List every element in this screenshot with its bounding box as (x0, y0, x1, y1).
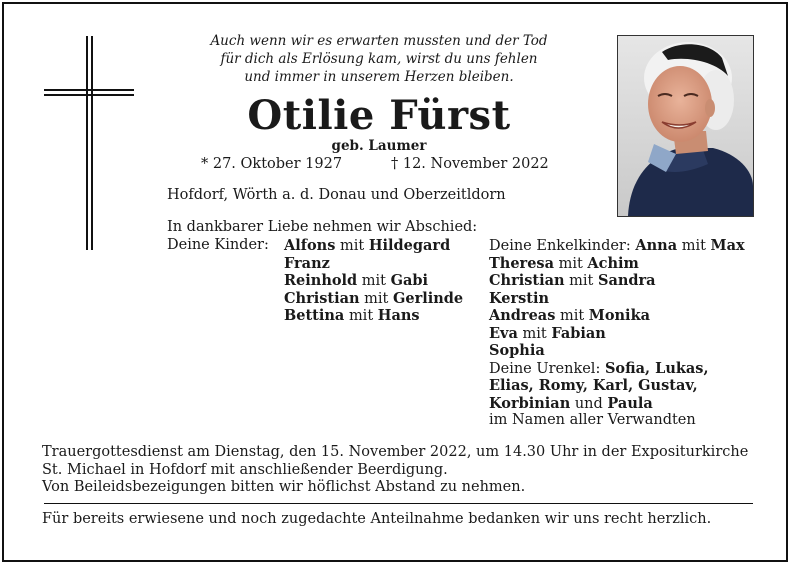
list-item: Deine Urenkel: Sofia, Lukas, (489, 359, 709, 377)
list-item: Sophia (489, 342, 545, 359)
list-item: Elias, Romy, Karl, Gustav, (489, 377, 698, 394)
memorial-quote (164, 32, 594, 86)
list-item: Reinhold mit Gabi (284, 272, 429, 289)
list-item: Kerstin (489, 289, 550, 307)
quote-line: für dich als Erlösung kam, wirst du uns fehlen (220, 51, 538, 67)
relatives-line: im Namen aller Verwandten (489, 412, 696, 428)
portrait-photo (617, 35, 754, 217)
divider (44, 503, 753, 504)
birth-name: geb. Laumer (331, 138, 427, 154)
grandchildren-label: Deine Enkelkinder: (489, 238, 631, 254)
list-item: Korbinian und Paula (489, 394, 653, 412)
farewell-line: In dankbarer Liebe nehmen wir Abschied: (167, 219, 478, 235)
quote-line: Auch wenn wir es erwarten mussten und der Tod (210, 33, 548, 49)
children-label: Deine Kinder: (167, 237, 269, 253)
list-item: Theresa mit Achim (489, 254, 639, 272)
list-item: Eva mit Fabian (489, 324, 606, 342)
list-item: Andreas mit Monika (489, 307, 651, 324)
list-item: Christian mit Gerlinde (284, 289, 464, 307)
obituary-notice (2, 2, 788, 562)
portrait-image (618, 36, 753, 216)
list-item: Franz (284, 254, 330, 272)
service-line: Trauergottesdienst am Dienstag, den 15. November 2022, um 14.30 Uhr in der Expositurkirche (42, 444, 749, 460)
birth-date: * 27. Oktober 1927 (201, 156, 343, 172)
list-item: Bettina mit Hans (284, 307, 420, 324)
places: Hofdorf, Wörth a. d. Donau und Oberzeitldorn (167, 187, 506, 203)
quote-line: und immer in unserem Herzen bleiben. (244, 69, 514, 85)
thanks-line: Für bereits erwiesene und noch zugedachte Anteilnahme bedanken wir uns recht herzlich. (42, 511, 712, 527)
death-date: † 12. November 2022 (391, 156, 549, 172)
christian-cross-icon (44, 36, 134, 250)
service-line: St. Michael in Hofdorf mit anschließender Beerdigung. (42, 461, 448, 478)
list-item: Deine Enkelkinder: Anna mit Max (489, 237, 745, 254)
service-line: Von Beileidsbezeigungen bitten wir höflichst Abstand zu nehmen. (42, 479, 526, 495)
list-item: Christian mit Sandra (489, 272, 656, 289)
deceased-name: Otilie Fürst (247, 92, 511, 139)
list-item: Alfons mit Hildegard (284, 237, 451, 254)
great-grandchildren-label: Deine Urenkel: (489, 360, 601, 377)
